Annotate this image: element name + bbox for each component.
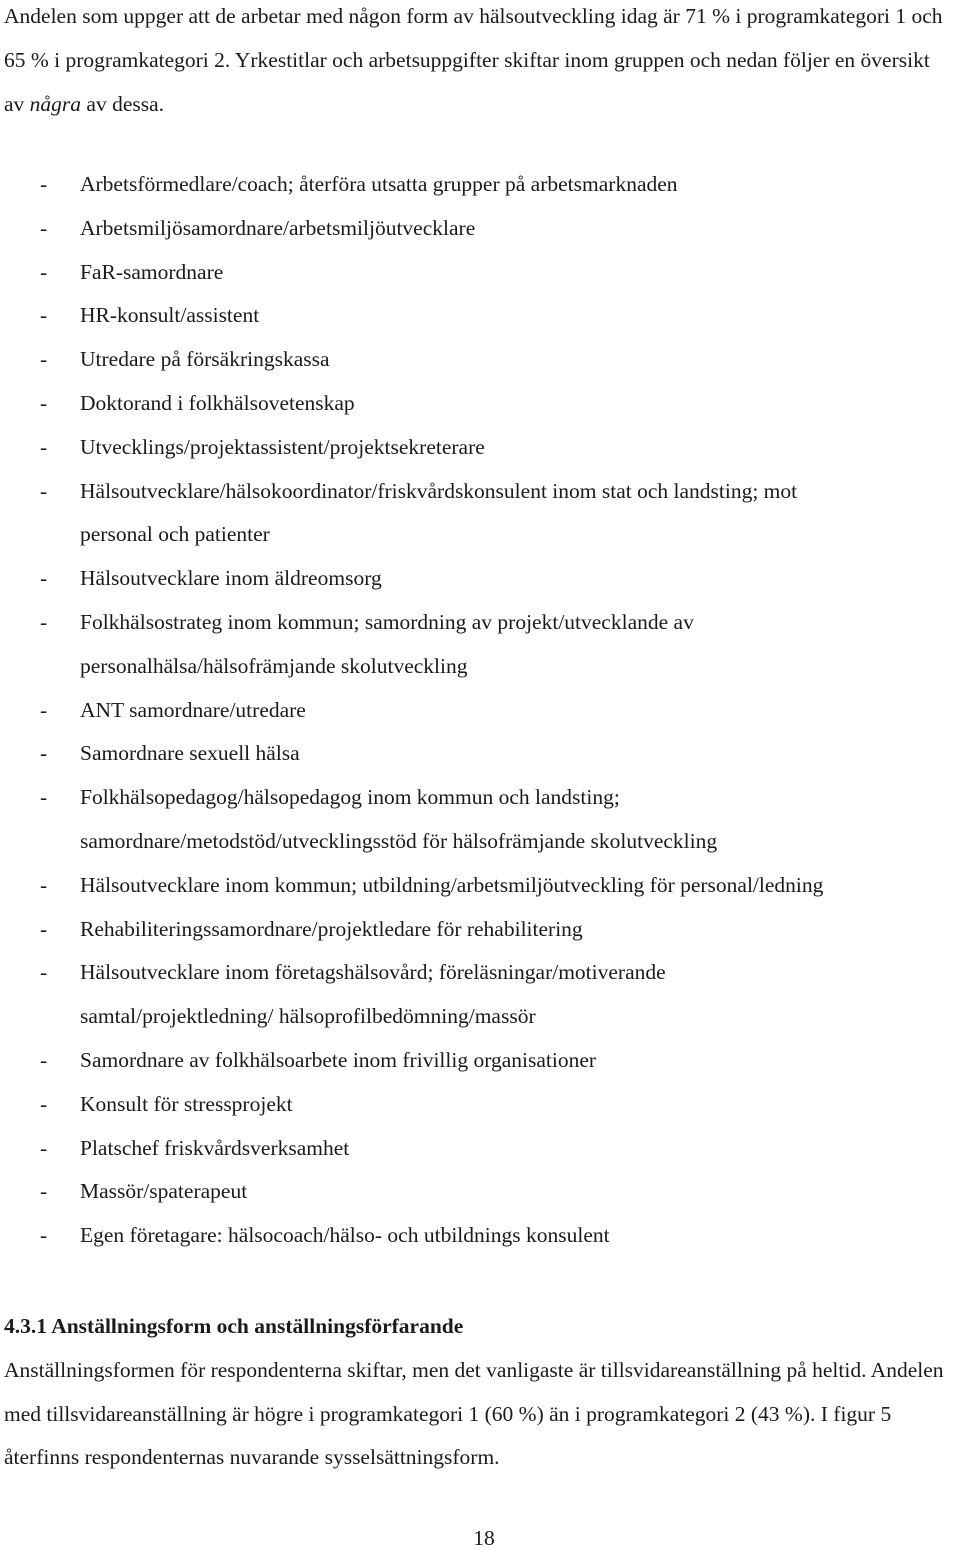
list-item [0,1214,960,1258]
list-item [0,951,960,1039]
list-bullet-dash: - [40,785,48,810]
list-item [0,776,960,864]
list-bullet-dash: - [40,215,48,240]
list-item [0,426,960,470]
job-title-list [0,163,960,1258]
intro-paragraph [4,0,954,126]
list-bullet-dash: - [40,1179,48,1204]
list-item [0,207,960,251]
list-item-line: Arbetsförmedlare/coach; återföra utsatta grupper på arbetsmarknaden [80,172,678,196]
list-item-line: Hälsoutvecklare inom äldreomsorg [80,566,382,591]
list-bullet-dash: - [40,434,48,459]
list-bullet-dash: - [40,697,48,722]
list-item-line: Massör/spaterapeut [80,1179,248,1204]
list-bullet-dash: - [40,347,48,372]
list-item-line: Samordnare av folkhälsoarbete inom frivillig organisationer [80,1047,597,1072]
list-bullet-dash: - [40,1223,48,1248]
list-item-line: Hälsoutvecklare inom företagshälsovård; föreläsningar/motiverande [80,960,666,985]
list-item-line: Utredare på försäkringskassa [80,347,330,372]
page-number: 18 [473,1526,495,1550]
list-bullet-dash: - [40,609,48,634]
list-item [0,163,960,207]
list-item-line: Folkhälsostrateg inom kommun; samordning av projekt/utvecklande av [80,609,694,634]
list-item-line: personalhälsa/hälsofrämjande skolutveckling [80,653,468,678]
list-bullet-dash: - [40,172,48,196]
list-item [0,732,960,776]
list-item-line: Arbetsmiljösamordnare/arbetsmiljöutvecklare [80,215,476,240]
list-item [0,1039,960,1083]
list-item-line: Samordnare sexuell hälsa [80,741,300,766]
list-bullet-dash: - [40,566,48,591]
section-4-3-1 [4,1305,956,1480]
list-item-line: Konsult för stressprojekt [80,1091,293,1116]
list-item-line: FaR-samordnare [80,259,224,284]
list-bullet-dash: - [40,1135,48,1160]
list-item-line: personal och patienter [80,522,270,547]
list-item-line: Egen företagare: hälsocoach/hälso- och utbildnings konsulent [80,1223,610,1248]
list-bullet-dash: - [40,916,48,941]
list-item [0,382,960,426]
list-bullet-dash: - [40,478,48,503]
list-item-line: Utvecklings/projektassistent/projektsekreterare [80,434,485,459]
list-item-line: Hälsoutvecklare/hälsokoordinator/friskvårdskonsulent inom stat och landsting; mot [80,478,798,503]
list-bullet-dash: - [40,1091,48,1116]
list-item [0,1127,960,1171]
list-item [0,1083,960,1127]
list-bullet-dash: - [40,960,48,985]
list-item-line: Hälsoutvecklare inom kommun; utbildning/arbetsmiljöutveckling för personal/ledning [80,872,824,897]
list-item-line: samtal/projektledning/ hälsoprofilbedömning/massör [80,1004,536,1029]
list-item [0,689,960,733]
list-item-line: Platschef friskvårdsverksamhet [80,1135,350,1160]
list-bullet-dash: - [40,741,48,766]
list-item-line: HR-konsult/assistent [80,303,260,328]
list-bullet-dash: - [40,303,48,328]
intro-text-after: av dessa. [81,91,165,116]
list-item-line: ANT samordnare/utredare [80,697,306,722]
list-item [0,338,960,382]
list-item [0,908,960,952]
list-item-line: Folkhälsopedagog/hälsopedagog inom kommun och landsting; [80,785,620,810]
list-bullet-dash: - [40,390,48,415]
list-bullet-dash: - [40,259,48,284]
list-bullet-dash: - [40,1047,48,1072]
list-item [0,1170,960,1214]
list-item-line: Doktorand i folkhälsovetenskap [80,390,355,415]
list-item [0,864,960,908]
intro-text-before: Andelen som uppger att de arbetar med någon form av hälsoutveckling idag är 71 % i programkategori 1 och 65 % i programkategori 2. Yrkestitlar och arbetsuppgifter skiftar inom gruppen och nedan följer en översikt av [4,4,943,116]
list-item [0,470,960,558]
list-item [0,601,960,689]
list-bullet-dash: - [40,872,48,897]
list-item [0,251,960,295]
section-heading: 4.3.1 Anställningsform och anställningsförfarande [4,1314,464,1338]
list-item-line: Rehabiliteringssamordnare/projektledare för rehabilitering [80,916,583,941]
intro-emphasis: några [29,91,82,116]
list-item-line: samordnare/metodstöd/utvecklingsstöd för hälsofrämjande skolutveckling [80,828,718,853]
list-item [0,294,960,338]
list-item [0,557,960,601]
section-body: Anställningsformen för respondenterna skiftar, men det vanligaste är tillsvidareanställning på heltid. Andelen med tillsvidareanställning är högre i programkategori 1 (60 %) än i programkategori 2 (43 %). I figur 5 återfinns respondenternas nuvarande sysselsättningsform. [4,1357,944,1470]
